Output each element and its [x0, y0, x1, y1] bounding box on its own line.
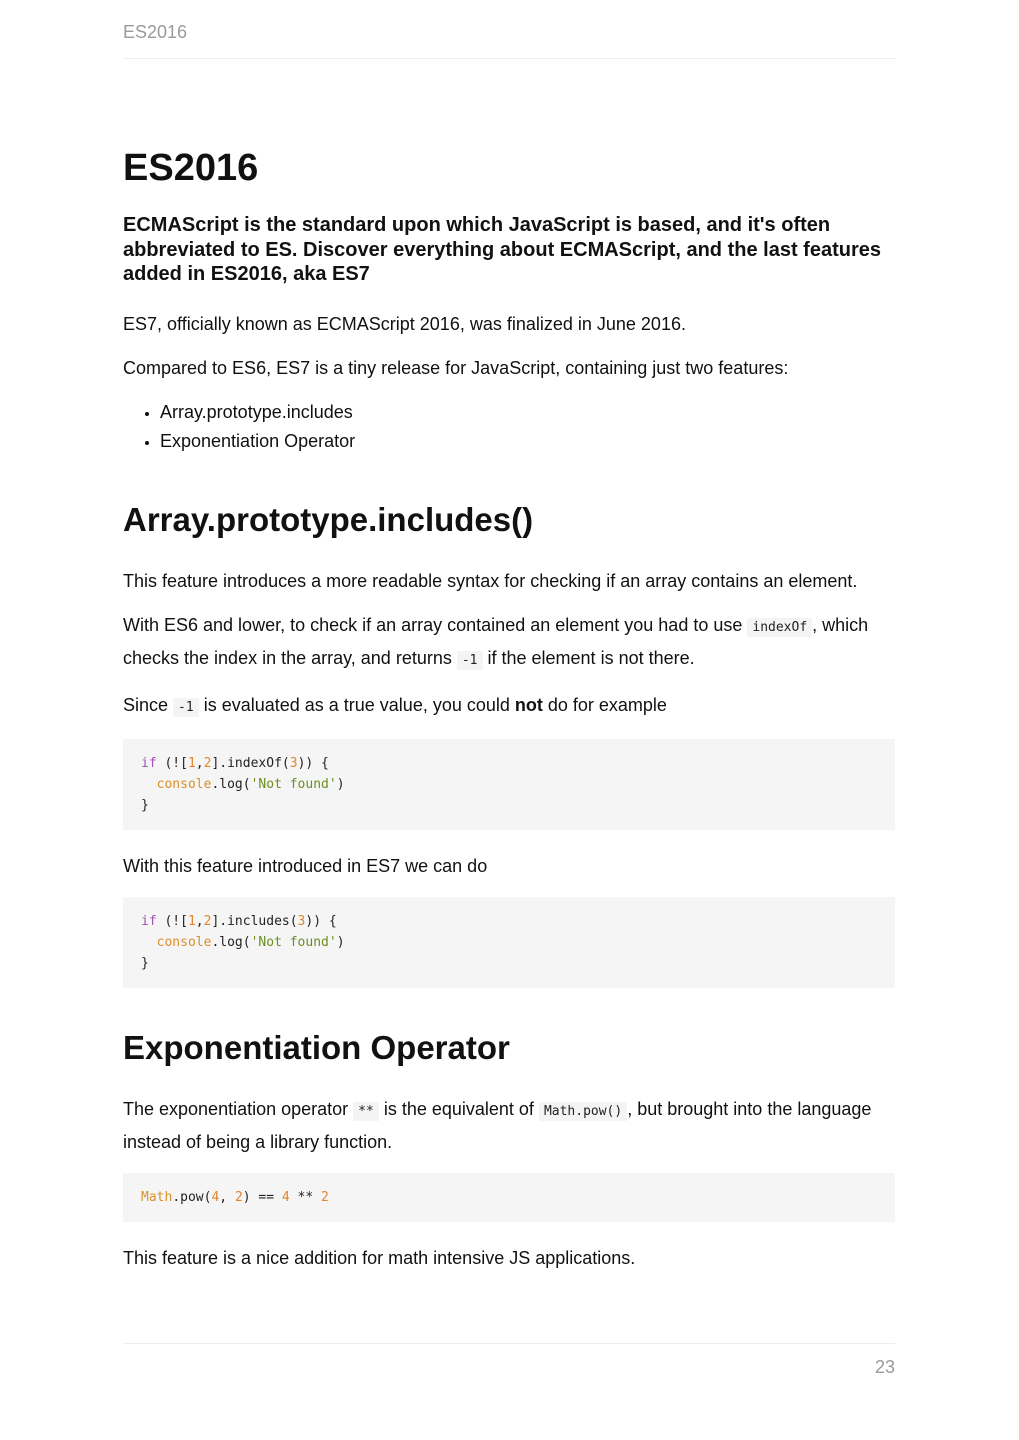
code-block-indexof: if (![1,2].indexOf(3)) { console.log('Not found') } — [123, 739, 895, 830]
intro-paragraph-1: ES7, officially known as ECMAScript 2016, was finalized in June 2016. — [123, 313, 686, 334]
running-header-title: ES2016 — [123, 22, 188, 42]
page-title: ES2016 — [123, 147, 259, 189]
includes-paragraph-1: This feature introduces a more readable syntax for checking if an array contains an element. — [123, 570, 858, 591]
list-item: • Exponentiation Operator — [160, 427, 895, 456]
includes-paragraph-3: Since -1 is evaluated as a true value, you could not do for example — [123, 694, 667, 715]
page-number: 23 — [874, 1357, 895, 1377]
inline-code-double-star: ** — [353, 1102, 379, 1121]
inline-code-minus-one: -1 — [457, 651, 483, 670]
exp-paragraph-2: This feature is a nice addition for math intensive JS applications. — [123, 1247, 636, 1268]
inline-code-indexof: indexOf — [747, 618, 812, 637]
feature-list — [123, 398, 895, 456]
includes-paragraph-2: With ES6 and lower, to check if an array contained an element you had to use indexOf , which checks the index in the array, and returns -1 if the element is not there. — [123, 614, 869, 668]
section-heading-includes: Array.prototype.includes() — [123, 500, 534, 538]
exp-paragraph-1: The exponentiation operator ** is the equivalent of Math.pow() , but brought into the language instead of being a library function. — [123, 1098, 872, 1152]
section-heading-exponentiation: Exponentiation Operator — [123, 1028, 510, 1066]
running-header — [123, 22, 895, 59]
page-content — [123, 140, 895, 1273]
inline-code-minus-one: -1 — [173, 698, 199, 717]
intro-paragraph-2: Compared to ES6, ES7 is a tiny release for JavaScript, containing just two features: — [123, 357, 789, 378]
inline-code-math-pow: Math.pow() — [539, 1102, 627, 1121]
code-block-includes: if (![1,2].includes(3)) { console.log('Not found') } — [123, 897, 895, 988]
lead-paragraph: ECMAScript is the standard upon which JavaScript is based, and it's often abbreviated to ES. Discover everything about ECMAScript, and the last features added in ES2016, aka ES7 — [123, 214, 881, 285]
list-item: • Array.prototype.includes — [160, 398, 895, 427]
code-block-exponentiation: Math.pow(4, 2) == 4 ** 2 — [123, 1173, 895, 1222]
emphasis-not: not — [514, 694, 543, 715]
includes-paragraph-4: With this feature introduced in ES7 we can do — [123, 855, 488, 876]
running-footer — [123, 1343, 895, 1378]
